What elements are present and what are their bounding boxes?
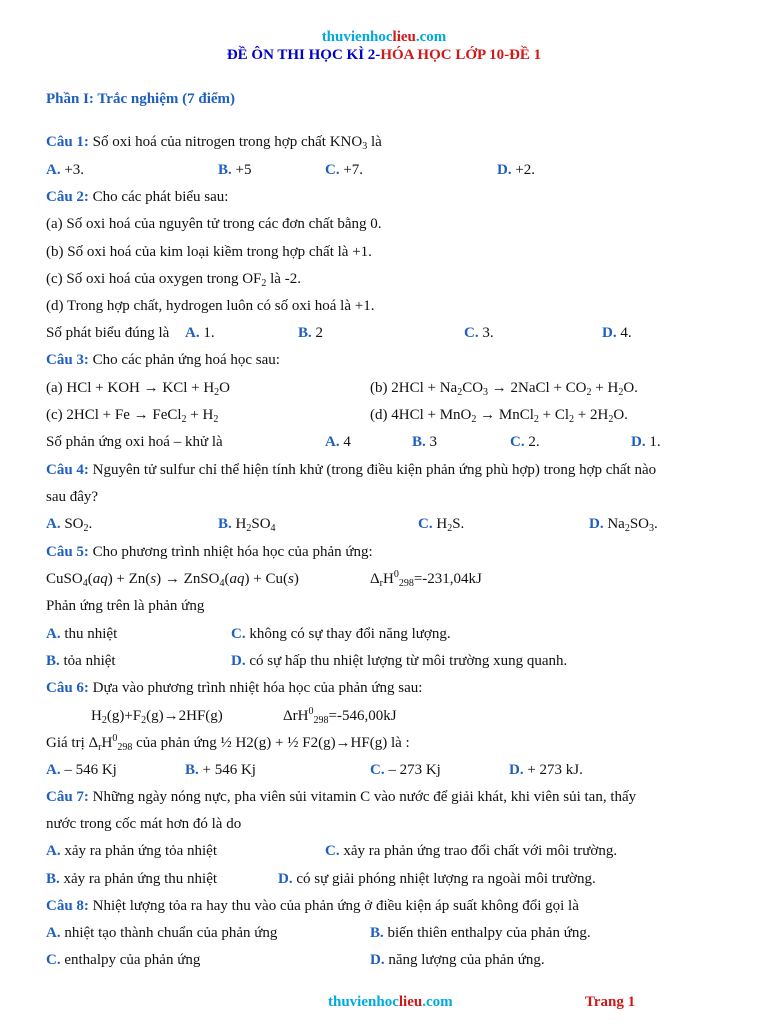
q1-option-a[interactable]: A. +3. bbox=[46, 162, 85, 178]
q8-option-a[interactable]: A. nhiệt tạo thành chuẩn của phản ứng bbox=[46, 925, 278, 941]
question-7: Câu 7: Những ngày nóng nực, pha viên sủi vitamin C vào nước để giải khát, khi viên sủi tan, thấy bbox=[46, 789, 637, 805]
q6-enthalpy: ΔrH$^0_{298}$=-546,00kJ bbox=[283, 706, 397, 726]
q2-statement-b: (b) Số oxi hoá của kim loại kiềm trong hợp chất là +1. bbox=[46, 244, 372, 260]
q2-option-b[interactable]: B. 2 bbox=[298, 325, 324, 341]
q2-ask: Số phát biểu đúng là bbox=[46, 325, 170, 341]
q1-option-b[interactable]: B. +5 bbox=[218, 162, 252, 178]
q6-ask: Giá trị $\Delta_rH^0_{298}$ của phản ứng ½ H2(g) + ½ F2(g)→HF(g) là : bbox=[46, 733, 410, 753]
q2-statement-c: (c) Số oxi hoá của oxygen trong $OF_2$ là -2. bbox=[46, 271, 301, 289]
q6-option-a[interactable]: A. – 546 Kj bbox=[46, 762, 117, 778]
question-2: Câu 2: Cho các phát biểu sau: bbox=[46, 189, 229, 205]
q6-option-d[interactable]: D. + 273 kJ. bbox=[509, 762, 583, 778]
q3-reaction-d: (d) 4HCl + MnO$_2$ → MnCl$_2$ + $Cl_2 + 2H_2O$. bbox=[370, 407, 628, 425]
q8-option-b[interactable]: B. biến thiên enthalpy của phản ứng. bbox=[370, 925, 591, 941]
page-number: Trang 1 bbox=[585, 994, 636, 1010]
section-heading: Phần I: Trắc nghiệm (7 điểm) bbox=[46, 91, 236, 107]
q5-enthalpy: $\Delta_rH^0_{298}=-231,04kJ$ bbox=[370, 569, 482, 589]
q7-option-b[interactable]: B. xảy ra phản ứng thu nhiệt bbox=[46, 871, 218, 887]
q3-reaction-c: (c) 2HCl + Fe → FeCl$_2$ + $H_2$ bbox=[46, 407, 219, 425]
footer-site[interactable]: thuvienhoclieu.com bbox=[328, 994, 453, 1010]
q3-option-b[interactable]: B. 3 bbox=[412, 434, 438, 450]
q8-option-d[interactable]: D. năng lượng của phản ứng. bbox=[370, 952, 545, 968]
question-4-cont: sau đây? bbox=[46, 489, 99, 505]
question-8: Câu 8: Nhiệt lượng tỏa ra hay thu vào của phản ứng ở điều kiện áp suất không đổi gọi là bbox=[46, 898, 579, 914]
q5-ask: Phản ứng trên là phản ứng bbox=[46, 598, 205, 614]
q5-equation: CuSO$_4$(aq) + Zn(s) → ZnSO$_4$(aq) + Cu(s) bbox=[46, 571, 299, 589]
question-3: Câu 3: Cho các phản ứng hoá học sau: bbox=[46, 352, 280, 368]
header-site[interactable]: thuvienhoclieu.com bbox=[321, 29, 447, 45]
q7-option-d[interactable]: D. có sự giải phóng nhiệt lượng ra ngoài môi trường. bbox=[278, 871, 596, 887]
q3-option-d[interactable]: D. 1. bbox=[631, 434, 661, 450]
q4-option-b[interactable]: B. $H_2SO_4$ bbox=[218, 516, 276, 534]
q3-ask: Số phản ứng oxi hoá – khử là bbox=[46, 434, 223, 450]
q8-option-c[interactable]: C. enthalpy của phản ứng bbox=[46, 952, 201, 968]
question-7-cont: nước trong cốc mát hơn đó là do bbox=[46, 816, 242, 832]
q4-option-a[interactable]: A. $SO_2$. bbox=[46, 516, 93, 534]
question-5: Câu 5: Cho phương trình nhiệt hóa học của phản ứng: bbox=[46, 544, 373, 560]
q6-option-b[interactable]: B. + 546 Kj bbox=[185, 762, 256, 778]
q3-reaction-a: (a) HCl + KOH → KCl + $H_2O$ bbox=[46, 380, 231, 398]
q4-option-c[interactable]: C. $H_2S$. bbox=[418, 516, 465, 534]
q5-option-b[interactable]: B. tỏa nhiệt bbox=[46, 653, 116, 669]
q5-option-c[interactable]: C. không có sự thay đổi năng lượng. bbox=[231, 626, 451, 642]
q3-option-c[interactable]: C. 2. bbox=[510, 434, 540, 450]
q7-option-c[interactable]: C. xảy ra phản ứng trao đổi chất với môi trường. bbox=[325, 843, 618, 859]
q2-option-d[interactable]: D. 4. bbox=[602, 325, 632, 341]
q1-option-c[interactable]: C. +7. bbox=[325, 162, 364, 178]
q3-reaction-b: (b) $2HCl + Na_2CO_3$ → 2NaCl + $CO_2 + H_2O$. bbox=[370, 380, 638, 398]
q2-option-c[interactable]: C. 3. bbox=[464, 325, 494, 341]
q7-option-a[interactable]: A. xảy ra phản ứng tỏa nhiệt bbox=[46, 843, 218, 859]
question-4: Câu 4: Nguyên tử sulfur chỉ thể hiện tính khử (trong điều kiện phản ứng phù hợp) trong hợp chất nào bbox=[46, 462, 657, 478]
document-title: ĐỀ ÔN THI HỌC KÌ 2-HÓA HỌC LỚP 10-ĐỀ 1 bbox=[226, 47, 542, 63]
q5-option-a[interactable]: A. thu nhiệt bbox=[46, 626, 118, 642]
q2-option-a[interactable]: A. 1. bbox=[185, 325, 215, 341]
q1-option-d[interactable]: D. +2. bbox=[497, 162, 536, 178]
q6-equation: $H_2(g)+F_2(g)\to 2HF(g)$ bbox=[91, 708, 223, 726]
q6-option-c[interactable]: C. – 273 Kj bbox=[370, 762, 441, 778]
q2-statement-d: (d) Trong hợp chất, hydrogen luôn có số oxi hoá là +1. bbox=[46, 298, 375, 314]
q5-option-d[interactable]: D. có sự hấp thu nhiệt lượng từ môi trường xung quanh. bbox=[231, 653, 568, 669]
q4-option-d[interactable]: D. $Na_2SO_3$. bbox=[589, 516, 658, 534]
question-1: Câu 1: Số oxi hoá của nitrogen trong hợp chất $KNO_3$ là bbox=[46, 134, 382, 152]
q3-option-a[interactable]: A. 4 bbox=[325, 434, 351, 450]
question-6: Câu 6: Dựa vào phương trình nhiệt hóa học của phản ứng sau: bbox=[46, 680, 423, 696]
q2-statement-a: (a) Số oxi hoá của nguyên tử trong các đơn chất bằng 0. bbox=[46, 216, 382, 232]
